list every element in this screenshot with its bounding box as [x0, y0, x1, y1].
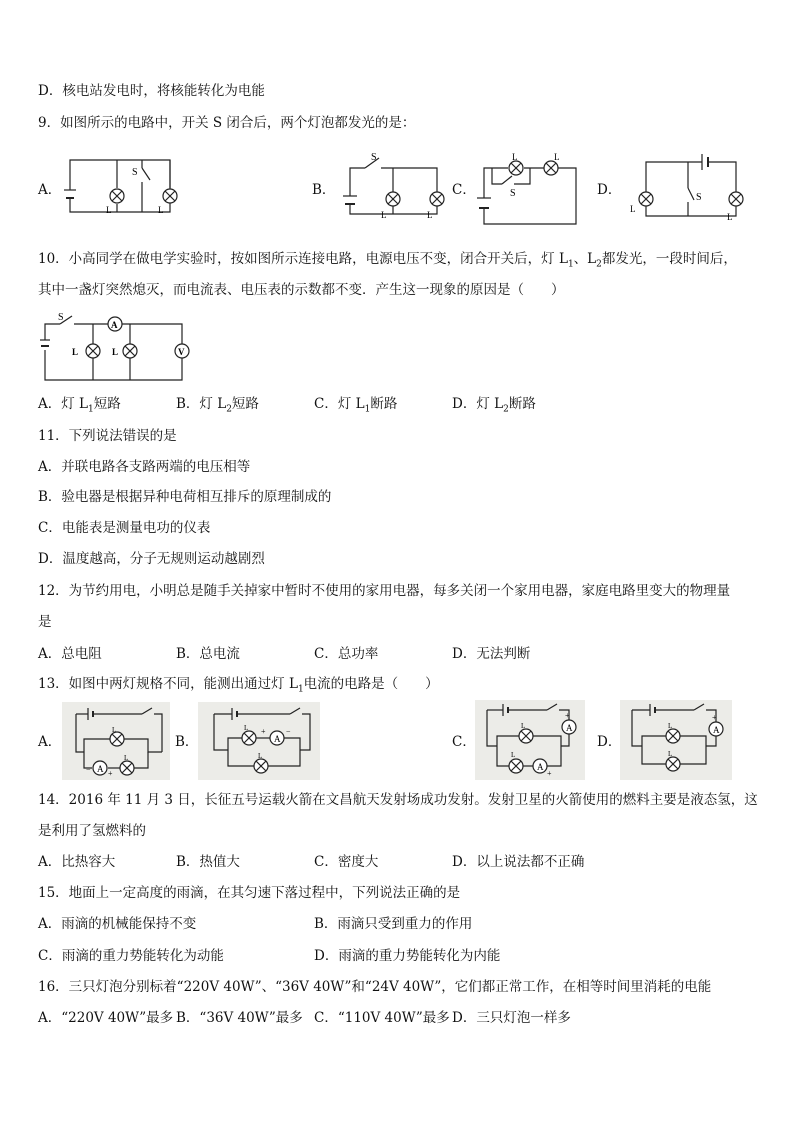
ammeter-label: A	[713, 725, 720, 735]
lamp-label: L	[72, 347, 79, 357]
q13-sub: 1	[297, 684, 304, 695]
voltmeter-label: V	[178, 347, 185, 357]
plus-sign: +	[565, 711, 570, 720]
q10-sub: 1	[364, 404, 371, 415]
q10-option-a	[38, 394, 121, 420]
q10-opt-text: 断路	[508, 396, 536, 412]
lamp-label: L	[668, 750, 673, 758]
q10-opt-text: B．灯 L	[176, 396, 227, 412]
switch-label: S	[510, 188, 516, 199]
q10-circuit	[40, 310, 190, 385]
q9-option-d-label: D．	[597, 182, 622, 198]
q9-option-a-label: A．	[38, 182, 62, 198]
q11-option-b: B．验电器是根据异种电荷相互排斥的原理制成的	[38, 489, 332, 505]
q12-option-d: D．无法判断	[452, 646, 531, 662]
ammeter-label: A	[537, 762, 544, 772]
lamp-label: L	[106, 205, 112, 215]
q13-circuit-a	[62, 702, 170, 780]
minus-sign: −	[286, 727, 291, 736]
q13-circuit-d	[620, 700, 732, 780]
q14-option-b: B．热值大	[176, 854, 240, 870]
q10-stem-part: 10．小高同学在做电学实验时，按如图所示连接电路，电源电压不变，闭合开关后，灯 L	[38, 251, 568, 267]
q10-stem-line1	[38, 249, 737, 275]
q10-opt-text: 短路	[93, 396, 121, 412]
switch-label: S	[696, 192, 702, 203]
q12-option-a: A．总电阻	[38, 646, 102, 662]
q10-sub: 2	[596, 259, 602, 270]
q9-circuit-d	[620, 148, 745, 223]
q10-sub: 2	[226, 404, 232, 415]
q14-stem-line2: 是利用了氢燃料的	[38, 823, 146, 839]
q16-option-a: A．“220V 40W”最多	[38, 1010, 174, 1026]
q13-circuit-b	[198, 702, 320, 780]
q9-circuit-a	[62, 150, 182, 220]
q13-option-c-label: C．	[452, 734, 476, 750]
q13-stem	[38, 674, 439, 700]
q10-sub: 1	[88, 404, 94, 415]
ammeter-label: A	[97, 764, 104, 774]
q15-option-a: A．雨滴的机械能保持不变	[38, 916, 197, 932]
q13-stem-part: 电流的电路是（ ）	[303, 676, 439, 692]
q10-opt-text: C．灯 L	[314, 396, 365, 412]
q13-stem-part: 13．如图中两灯规格不同，能测出通过灯 L	[38, 676, 298, 692]
q11-option-a: A．并联电路各支路两端的电压相等	[38, 459, 251, 475]
q9-option-c-label: C．	[452, 182, 476, 198]
q10-opt-text: 断路	[370, 396, 398, 412]
switch-label: S	[58, 312, 64, 323]
q10-option-c	[314, 394, 397, 420]
q14-option-a: A．比热容大	[38, 854, 116, 870]
lamp-label: L	[244, 724, 249, 732]
q12-option-c: C．总功率	[314, 646, 379, 662]
lamp-label: L	[124, 754, 129, 762]
q9-option-b-label: B．	[312, 182, 336, 198]
lamp-label: L	[427, 210, 433, 220]
plus-sign: +	[108, 769, 113, 778]
q15-option-c: C．雨滴的重力势能转化为动能	[38, 948, 224, 964]
plus-sign: +	[547, 769, 552, 778]
q10-stem-line2: 其中一盏灯突然熄灭，而电流表、电压表的示数都不变．产生这一现象的原因是（ ）	[38, 282, 565, 298]
q10-sub: 1	[567, 259, 574, 270]
switch-label: S	[132, 167, 138, 178]
q16-option-b: B．“36V 40W”最多	[176, 1010, 303, 1026]
lamp-label: L	[112, 726, 117, 734]
ammeter-label: A	[274, 734, 281, 744]
q10-opt-text: 短路	[231, 396, 259, 412]
q13-option-d-label: D．	[597, 734, 622, 750]
q8-option-d: D．核电站发电时，将核能转化为电能	[38, 83, 265, 99]
q10-opt-text: D．灯 L	[452, 396, 504, 412]
q11-stem: 11．下列说法错误的是	[38, 428, 177, 444]
q12-stem-line1: 12．为节约用电，小明总是随手关掉家中暂时不使用的家用电器，每多关闭一个家用电器，家庭电路里变大的物理量	[38, 583, 731, 599]
q15-option-b: B．雨滴只受到重力的作用	[314, 916, 473, 932]
plus-sign: +	[261, 727, 266, 736]
q9-circuit-b	[335, 150, 450, 222]
q14-option-d: D．以上说法都不正确	[452, 854, 585, 870]
minus-sign: −	[86, 765, 91, 774]
lamp-label: L	[521, 722, 526, 730]
q15-option-d: D．雨滴的重力势能转化为内能	[314, 948, 501, 964]
q10-sub: 2	[503, 404, 509, 415]
q14-option-c: C．密度大	[314, 854, 379, 870]
q10-option-b	[176, 394, 259, 420]
lamp-label: L	[630, 204, 636, 214]
switch-label: S	[371, 152, 377, 163]
q13-option-a-label: A．	[38, 734, 62, 750]
plus-sign: +	[712, 713, 717, 722]
q15-stem: 15．地面上一定高度的雨滴，在其匀速下落过程中，下列说法正确的是	[38, 885, 461, 901]
lamp-label: L	[554, 152, 560, 162]
ammeter-label: A	[566, 723, 573, 733]
q13-circuit-c	[475, 700, 585, 780]
q10-option-d	[452, 394, 536, 420]
lamp-label: L	[112, 347, 119, 357]
q9-circuit-c	[472, 150, 582, 230]
q10-stem-part: 都发光，一段时间后，	[601, 251, 737, 267]
q12-option-b: B．总电流	[176, 646, 240, 662]
q10-opt-text: A．灯 L	[38, 396, 89, 412]
lamp-label: L	[511, 751, 516, 759]
q13-option-b-label: B．	[175, 734, 199, 750]
q11-option-c: C．电能表是测量电功的仪表	[38, 520, 211, 536]
lamp-label: L	[727, 212, 733, 222]
lamp-label: L	[158, 205, 164, 215]
q10-stem-part: 、L	[573, 251, 597, 267]
q14-stem-line1: 14．2016 年 11 月 3 日，长征五号运载火箭在文昌航天发射场成功发射。发射卫星的火箭使用的燃料主要是液态氢，这	[38, 792, 758, 808]
q16-option-d: D．三只灯泡一样多	[452, 1010, 571, 1026]
q12-stem-line2: 是	[38, 614, 52, 630]
q16-stem: 16．三只灯泡分别标着“220V 40W”、“36V 40W”和“24V 40W”，它们都正常工作，在相等时间里消耗的电能	[38, 979, 712, 995]
lamp-label: L	[258, 752, 263, 760]
lamp-label: L	[668, 722, 673, 730]
q16-option-c: C．“110V 40W”最多	[314, 1010, 450, 1026]
lamp-label: L	[381, 210, 387, 220]
lamp-label: L	[512, 152, 518, 162]
q9-stem: 9．如图所示的电路中，开关 S 闭合后，两个灯泡都发光的是：	[38, 115, 416, 131]
q11-option-d: D．温度越高，分子无规则运动越剧烈	[38, 551, 265, 567]
ammeter-label: A	[111, 320, 118, 330]
